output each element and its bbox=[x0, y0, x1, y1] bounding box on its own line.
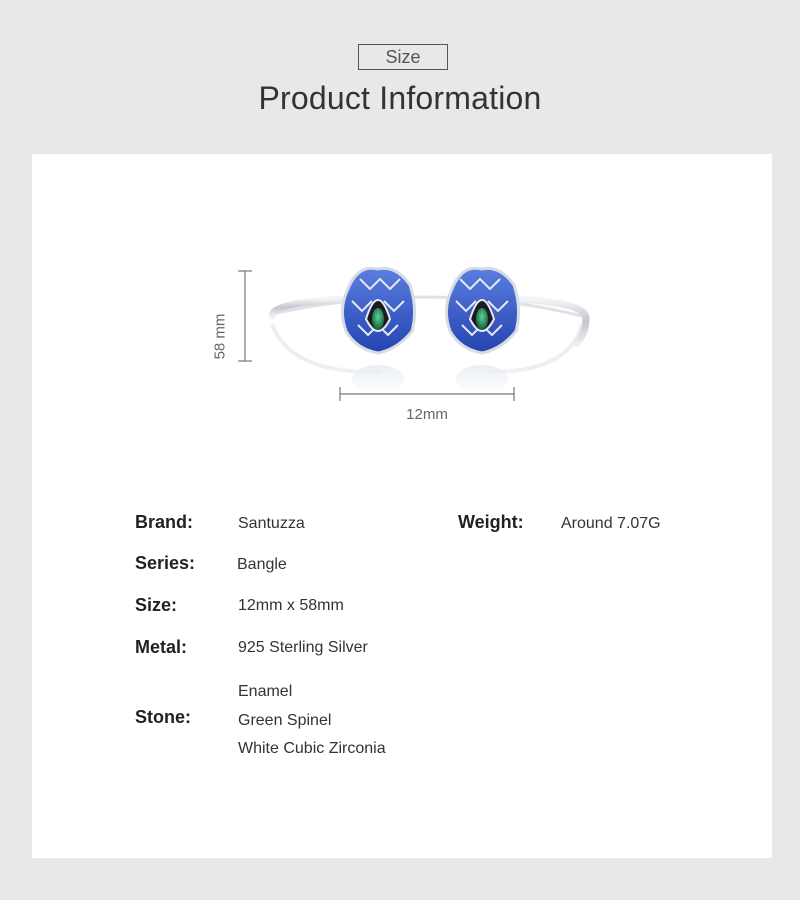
stone-value: Enamel bbox=[238, 683, 293, 700]
series-label: Series: bbox=[135, 553, 196, 573]
metal-label: Metal: bbox=[135, 637, 188, 657]
height-dimension-line bbox=[238, 271, 252, 361]
height-dimension-label: 58 mm bbox=[211, 313, 229, 359]
stone-label: Stone: bbox=[135, 707, 191, 727]
left-eye-ornament bbox=[342, 268, 414, 353]
product-info-card bbox=[32, 154, 772, 858]
brand-value: Santuzza bbox=[238, 515, 305, 532]
brand-label: Brand: bbox=[135, 512, 193, 532]
bangle-product-image bbox=[230, 254, 630, 454]
size-label: Size: bbox=[135, 595, 178, 615]
right-eye-ornament bbox=[446, 268, 518, 353]
size-tag: Size bbox=[358, 44, 448, 70]
stone-values-list bbox=[238, 678, 386, 764]
weight-label: Weight: bbox=[458, 512, 524, 532]
stone-value: White Cubic Zirconia bbox=[238, 740, 386, 757]
size-value: 12mm x 58mm bbox=[238, 597, 344, 614]
page-title: Product Information bbox=[258, 80, 542, 116]
stone-value: Green Spinel bbox=[238, 711, 332, 729]
series-value: Bangle bbox=[237, 556, 287, 573]
metal-value: 925 Sterling Silver bbox=[238, 639, 368, 656]
weight-value: Around 7.07G bbox=[561, 515, 661, 532]
width-dimension-label: 12mm bbox=[406, 406, 448, 423]
